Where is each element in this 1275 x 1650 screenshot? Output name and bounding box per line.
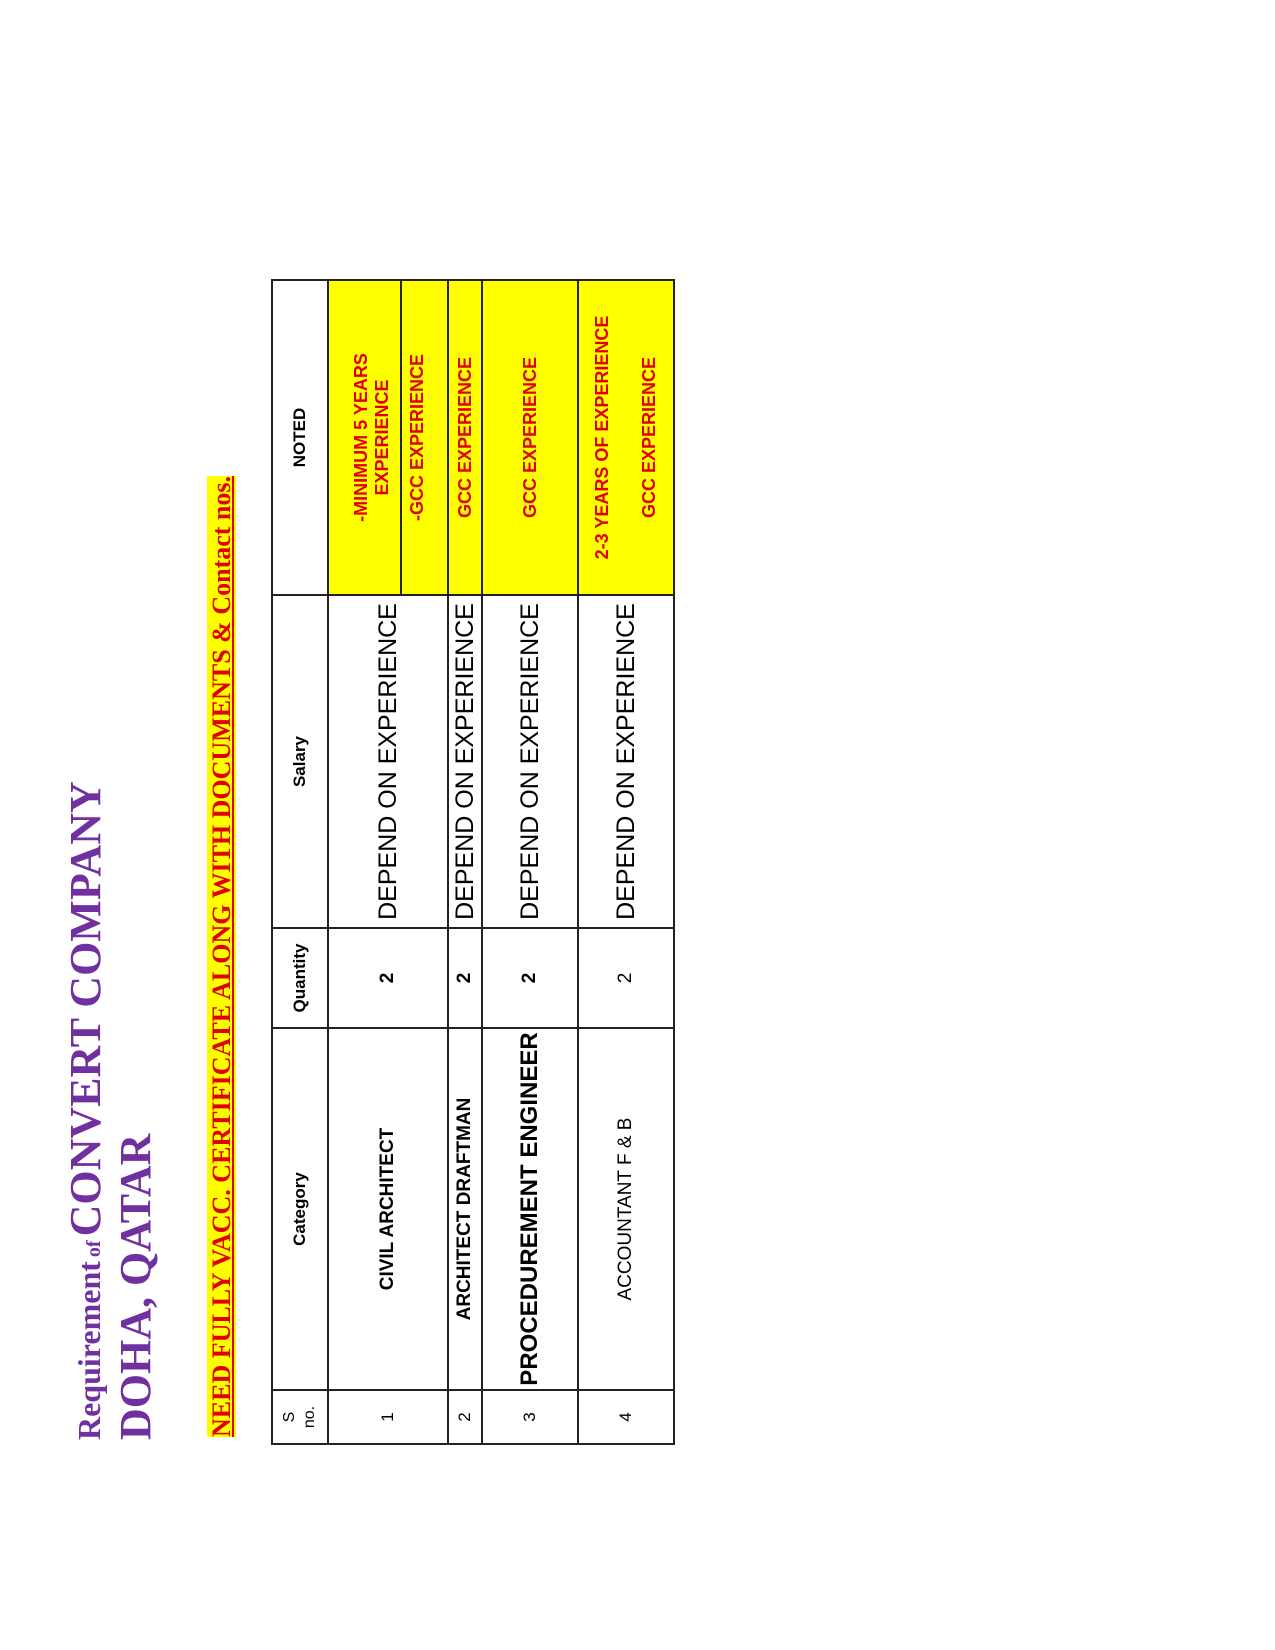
requirements-notice bbox=[204, 476, 240, 1437]
job-requirements-table bbox=[271, 279, 675, 1445]
note-years: 2-3 YEARS OF EXPERIENCE bbox=[592, 315, 612, 560]
row-category: CIVIL ARCHITECT bbox=[328, 1028, 448, 1390]
row-category: ARCHITECT DRAFTMAN bbox=[448, 1028, 482, 1390]
row-sno: 3 bbox=[482, 1390, 578, 1444]
header-quantity: Quantity bbox=[272, 928, 328, 1028]
table-row bbox=[448, 280, 482, 1444]
note-gcc: -GCC EXPERIENCE bbox=[406, 353, 427, 522]
table-row bbox=[328, 280, 448, 1444]
title-of: of bbox=[83, 1240, 105, 1258]
row-note: GCC EXPERIENCE bbox=[482, 280, 578, 595]
company-name: CONVERT COMPANY bbox=[61, 781, 110, 1237]
row-sno: 1 bbox=[328, 1390, 448, 1444]
header-category: Category bbox=[272, 1028, 328, 1390]
table-row bbox=[578, 280, 674, 1444]
row-quantity: 2 bbox=[328, 928, 448, 1028]
row-salary: DEPEND ON EXPERIENCE bbox=[482, 595, 578, 928]
row-note bbox=[328, 280, 448, 595]
header-sno-bottom: no. bbox=[301, 1405, 318, 1429]
note-gcc: GCC EXPERIENCE bbox=[639, 356, 659, 519]
title-line-1 bbox=[60, 781, 111, 1440]
row-quantity: 2 bbox=[448, 928, 482, 1028]
table-header-row bbox=[272, 280, 328, 1444]
row-category: PROCEDUREMENT ENGINEER bbox=[482, 1028, 578, 1390]
row-note bbox=[578, 280, 674, 595]
row-quantity: 2 bbox=[578, 928, 674, 1028]
row-salary: DEPEND ON EXPERIENCE bbox=[448, 595, 482, 928]
location-title: DOHA, QATAR bbox=[111, 1133, 160, 1440]
row-salary: DEPEND ON EXPERIENCE bbox=[328, 595, 448, 928]
note-stack bbox=[329, 281, 447, 594]
row-salary: DEPEND ON EXPERIENCE bbox=[578, 595, 674, 928]
table-row bbox=[482, 280, 578, 1444]
row-note: GCC EXPERIENCE bbox=[448, 280, 482, 595]
notice-contact: & Contact nos. bbox=[207, 475, 236, 650]
header-sno-top: S bbox=[281, 1411, 298, 1423]
header-salary: Salary bbox=[272, 595, 328, 928]
notice-main: NEED FULLY VACC. CERTIFICATE ALONG WITH DOCUMENTS bbox=[207, 649, 236, 1437]
row-sno: 2 bbox=[448, 1390, 482, 1444]
header-sno bbox=[272, 1390, 328, 1444]
header-noted: NOTED bbox=[272, 280, 328, 595]
row-sno: 4 bbox=[578, 1390, 674, 1444]
row-category: ACCOUNTANT F & B bbox=[578, 1028, 674, 1390]
note-experience: -MINIMUM 5 YEARS EXPERIENCE bbox=[351, 353, 392, 522]
title-requirement: Requirement bbox=[71, 1261, 107, 1440]
row-quantity: 2 bbox=[482, 928, 578, 1028]
